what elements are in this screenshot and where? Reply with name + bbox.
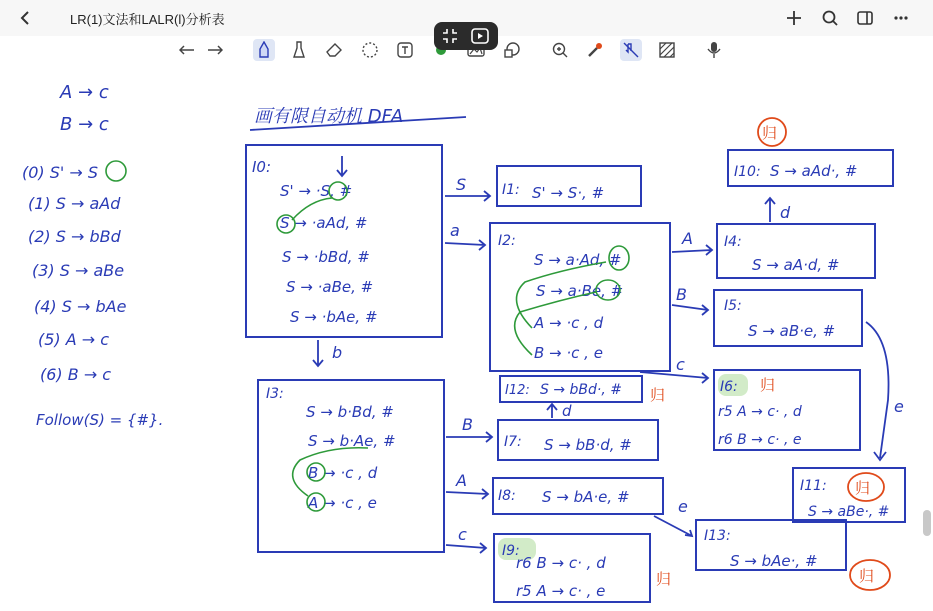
grammar-rule-3: (3) S → aBe bbox=[32, 261, 125, 280]
edge-i3-i9-label: c bbox=[458, 525, 467, 544]
edge-i0-i1-label: S bbox=[456, 175, 467, 194]
state-i8-item-1: S → bA·e, # bbox=[542, 488, 630, 506]
state-i9-label: I9: bbox=[502, 543, 520, 559]
state-i1-item-1: S' → S·, # bbox=[532, 184, 605, 202]
vertical-scrollbar[interactable] bbox=[923, 510, 931, 536]
document-title: LR(1)文法和LALR(l)分析表 bbox=[70, 12, 225, 27]
more-icon bbox=[892, 9, 910, 27]
edge-i3-i9 bbox=[446, 543, 486, 553]
i13-reduce-mark: 归 bbox=[859, 567, 875, 585]
search-button[interactable] bbox=[818, 6, 842, 30]
state-i11-label: I11: bbox=[800, 478, 827, 494]
edge-i3-i8-label: A bbox=[456, 471, 467, 490]
pen-icon bbox=[257, 41, 271, 59]
i6-reduce-mark: 归 bbox=[760, 376, 776, 394]
state-i13-item-1: S → bAe·, # bbox=[730, 552, 818, 570]
edge-i0-i1 bbox=[445, 191, 490, 201]
sidebar-toggle-icon bbox=[856, 9, 874, 27]
lasso-tool[interactable] bbox=[359, 39, 381, 61]
state-i7-item-1: S → bB·d, # bbox=[544, 436, 632, 454]
undo-icon bbox=[179, 44, 195, 56]
eraser-tool[interactable] bbox=[323, 39, 345, 61]
edge-i0-i3-label: b bbox=[332, 343, 343, 362]
text-tool[interactable] bbox=[394, 39, 416, 61]
state-i6-label: I6: bbox=[720, 379, 738, 395]
search-icon bbox=[821, 9, 839, 27]
state-i2-item-2: S → a·Be, # bbox=[536, 282, 624, 300]
state-i9-item-2: r5 A → c· , e bbox=[516, 582, 606, 600]
add-button[interactable] bbox=[782, 6, 806, 30]
top-production-2: B → c bbox=[60, 114, 109, 135]
grid-tool[interactable] bbox=[656, 39, 678, 61]
state-i2-item-3: A → ·c , d bbox=[534, 314, 604, 332]
edge-i2-i4-label: A bbox=[682, 229, 693, 248]
pen-tool[interactable] bbox=[253, 39, 275, 61]
state-i13-label: I13: bbox=[704, 528, 731, 544]
grid-icon bbox=[658, 41, 676, 59]
state-i9-item-1: r6 B → c· , d bbox=[516, 554, 606, 572]
dfa-heading: 画有限自动机 DFA bbox=[254, 106, 404, 127]
state-i12-item-1: S → bBd·, # bbox=[540, 382, 622, 398]
highlighter-icon bbox=[292, 41, 306, 59]
grammar-rule-4: (4) S → bAe bbox=[34, 297, 127, 316]
follow-set: Follow(S) = {#}. bbox=[36, 411, 164, 429]
state-i3-label: I3: bbox=[266, 386, 284, 402]
lasso-icon bbox=[361, 41, 379, 59]
state-i11-item-1: S → aBe·, # bbox=[808, 504, 890, 520]
grammar-rule-1: (1) S → aAd bbox=[28, 194, 121, 213]
state-i6-item-1: r5 A → c· , d bbox=[718, 404, 802, 420]
state-i3-item-2: S → b·Ae, # bbox=[308, 432, 396, 450]
edge-i4-i10-label: d bbox=[780, 203, 791, 222]
state-i8-label: I8: bbox=[498, 488, 516, 504]
edge-i0-i2-label: a bbox=[450, 221, 460, 240]
state-i12-label: I12: bbox=[505, 383, 530, 398]
shape-tool[interactable] bbox=[501, 39, 523, 61]
edge-i0-i2 bbox=[445, 240, 485, 250]
top-production-1: A → c bbox=[60, 82, 109, 103]
state-i4-label: I4: bbox=[724, 234, 742, 250]
state-i3-item-4: A → ·c , e bbox=[308, 494, 377, 512]
play-icon bbox=[471, 27, 489, 45]
chevron-left-icon bbox=[18, 10, 34, 26]
state-i6-item-2: r6 B → c· , e bbox=[718, 432, 802, 448]
exit-fullscreen-icon bbox=[441, 27, 459, 45]
edge-i3-i7-label: B bbox=[462, 415, 473, 434]
start-arrow bbox=[337, 156, 347, 176]
floating-control-pill bbox=[434, 22, 498, 50]
edge-i7-i12 bbox=[547, 404, 557, 418]
edge-i4-i10 bbox=[765, 198, 775, 222]
edge-i2-i6-label: c bbox=[676, 355, 685, 374]
edge-i5-i11 bbox=[866, 322, 889, 460]
state-i2-item-4: B → ·c , e bbox=[534, 344, 603, 362]
edge-i8-i13-label: e bbox=[678, 497, 688, 516]
mic-button[interactable] bbox=[703, 39, 725, 61]
state-i7-label: I7: bbox=[504, 434, 522, 450]
i9-reduce-mark: 归 bbox=[656, 570, 672, 588]
start-symbol-circle bbox=[106, 161, 126, 181]
state-i2-label: I2: bbox=[498, 233, 516, 249]
sidebar-toggle-button[interactable] bbox=[853, 6, 877, 30]
grammar-rule-5: (5) A → c bbox=[38, 330, 110, 349]
state-i0-item-5: S → ·bAe, # bbox=[290, 308, 378, 326]
edge-i2-i5-label: B bbox=[676, 285, 687, 304]
edge-i8-i13 bbox=[654, 516, 692, 536]
state-i4-item-1: S → aA·d, # bbox=[752, 256, 840, 274]
mic-icon bbox=[707, 41, 721, 59]
redo-icon bbox=[207, 44, 223, 56]
plus-icon bbox=[785, 9, 803, 27]
more-button[interactable] bbox=[889, 6, 913, 30]
state-i0-item-2: S → ·aAd, # bbox=[280, 214, 368, 232]
back-button[interactable] bbox=[14, 6, 38, 30]
laser-tool[interactable] bbox=[584, 39, 606, 61]
state-i2-item-1: S → a·Ad, # bbox=[534, 251, 622, 269]
i11-reduce-mark: 归 bbox=[855, 479, 871, 497]
edge-i2-i6 bbox=[640, 372, 708, 383]
zoom-icon bbox=[551, 41, 569, 59]
edge-i7-i12-label: d bbox=[562, 402, 572, 420]
edge-i5-i11-label: e bbox=[894, 397, 904, 416]
touch-write-tool[interactable] bbox=[620, 39, 642, 61]
undo-button[interactable] bbox=[176, 39, 198, 61]
state-i3-item-3: B → ·c , d bbox=[308, 464, 378, 482]
i12-reduce-mark: 归 bbox=[650, 386, 666, 404]
state-i10-item-1: S → aAd·, # bbox=[770, 162, 858, 180]
state-i0-item-4: S → ·aBe, # bbox=[286, 278, 374, 296]
edge-i2-i5 bbox=[672, 305, 708, 315]
eraser-icon bbox=[325, 42, 343, 58]
zoom-tool[interactable] bbox=[549, 39, 571, 61]
edge-i3-i8 bbox=[446, 489, 488, 499]
state-i1-label: I1: bbox=[502, 182, 520, 198]
state-i3-item-1: S → b·Bd, # bbox=[306, 403, 394, 421]
exit-fullscreen-button[interactable] bbox=[440, 26, 460, 46]
state-i5-item-1: S → aB·e, # bbox=[748, 322, 836, 340]
state-i0-item-3: S → ·bBd, # bbox=[282, 248, 370, 266]
grammar-rule-0: (0) S' → S bbox=[22, 163, 99, 182]
state-i0-label: I0: bbox=[252, 158, 272, 176]
play-button[interactable] bbox=[470, 26, 490, 46]
shape-icon bbox=[503, 41, 521, 59]
grammar-rule-6: (6) B → c bbox=[40, 365, 112, 384]
laser-icon bbox=[586, 41, 604, 59]
redo-button[interactable] bbox=[204, 39, 226, 61]
edge-i0-i3 bbox=[313, 340, 323, 366]
touch-write-icon bbox=[622, 41, 640, 59]
state-i5-label: I5: bbox=[724, 298, 742, 314]
i10-reduce-mark: 归 bbox=[762, 124, 778, 142]
text-icon bbox=[396, 41, 414, 59]
grammar-rule-2: (2) S → bBd bbox=[28, 227, 121, 246]
state-i10-label: I10: bbox=[734, 164, 761, 180]
highlighter-tool[interactable] bbox=[288, 39, 310, 61]
state-i0-item-1: S' → ·S, # bbox=[280, 182, 353, 200]
note-canvas[interactable] bbox=[0, 64, 933, 606]
